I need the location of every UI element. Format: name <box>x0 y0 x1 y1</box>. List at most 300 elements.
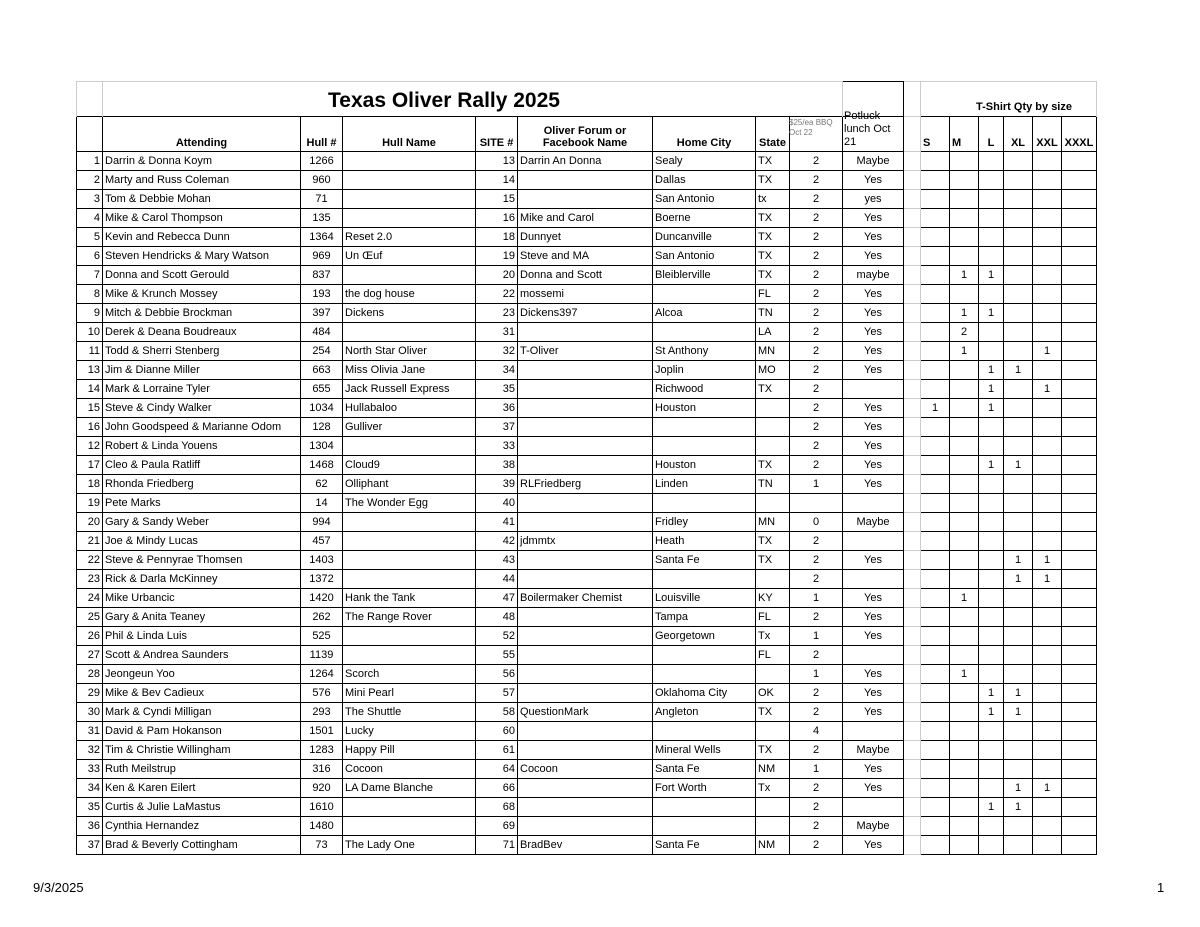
hull-name: Un Œuf <box>343 247 476 266</box>
size-s <box>921 475 950 494</box>
size-xxl <box>1033 817 1062 836</box>
size-s <box>921 570 950 589</box>
potluck-response <box>843 570 904 589</box>
hull-number: 1264 <box>301 665 343 684</box>
size-xxl <box>1033 361 1062 380</box>
spacer-cell <box>904 760 921 779</box>
forum-name <box>518 380 653 399</box>
size-s <box>921 741 950 760</box>
size-xxxl <box>1062 608 1097 627</box>
state: FL <box>756 608 790 627</box>
state: TX <box>756 209 790 228</box>
size-xxxl <box>1062 475 1097 494</box>
attending-name: Cleo & Paula Ratliff <box>103 456 301 475</box>
size-xxxl <box>1062 513 1097 532</box>
forum-name: Dunnyet <box>518 228 653 247</box>
attending-name: Brad & Beverly Cottingham <box>103 836 301 855</box>
site-number: 41 <box>476 513 518 532</box>
table-row <box>77 608 1097 627</box>
hull-number: 254 <box>301 342 343 361</box>
site-number: 31 <box>476 323 518 342</box>
size-l <box>979 494 1004 513</box>
size-xl <box>1004 152 1033 171</box>
hull-name: The Range Rover <box>343 608 476 627</box>
size-xxxl <box>1062 703 1097 722</box>
row-number: 25 <box>77 608 103 627</box>
hull-number: 1283 <box>301 741 343 760</box>
spacer-cell <box>904 494 921 513</box>
table-row <box>77 703 1097 722</box>
footer-page-number: 1 <box>1157 880 1165 895</box>
size-xxxl <box>1062 361 1097 380</box>
bbq-count: 2 <box>790 437 843 456</box>
attending-name: Steven Hendricks & Mary Watson <box>103 247 301 266</box>
attending-name: Gary & Sandy Weber <box>103 513 301 532</box>
size-s <box>921 247 950 266</box>
size-xl <box>1004 817 1033 836</box>
spacer-cell <box>904 437 921 456</box>
row-number: 13 <box>77 361 103 380</box>
sheet-title: Texas Oliver Rally 2025 <box>328 89 560 112</box>
size-m <box>950 722 979 741</box>
potluck-response: Yes <box>843 836 904 855</box>
home-city: Angleton <box>653 703 756 722</box>
state: TX <box>756 152 790 171</box>
size-l: 1 <box>979 684 1004 703</box>
table-row <box>77 323 1097 342</box>
table-row <box>77 589 1097 608</box>
hull-number: 1610 <box>301 798 343 817</box>
hull-name: Lucky <box>343 722 476 741</box>
spacer-cell <box>904 589 921 608</box>
row-number: 33 <box>77 760 103 779</box>
hull-number: 655 <box>301 380 343 399</box>
spacer-cell <box>904 722 921 741</box>
row-number: 6 <box>77 247 103 266</box>
spacer-cell <box>904 304 921 323</box>
size-xl <box>1004 494 1033 513</box>
home-city <box>653 494 756 513</box>
table-row <box>77 304 1097 323</box>
potluck-response: Yes <box>843 323 904 342</box>
hull-name <box>343 646 476 665</box>
home-city: Santa Fe <box>653 836 756 855</box>
table-row <box>77 399 1097 418</box>
size-xl <box>1004 171 1033 190</box>
potluck-response: Yes <box>843 342 904 361</box>
state <box>756 798 790 817</box>
state: TN <box>756 304 790 323</box>
hull-name <box>343 551 476 570</box>
row-number: 9 <box>77 304 103 323</box>
hull-name: LA Dame Blanche <box>343 779 476 798</box>
potluck-response <box>843 646 904 665</box>
potluck-response: yes <box>843 190 904 209</box>
size-xxl <box>1033 703 1062 722</box>
potluck-response: Yes <box>843 703 904 722</box>
size-xxxl <box>1062 551 1097 570</box>
size-l: 1 <box>979 361 1004 380</box>
size-m <box>950 456 979 475</box>
size-xxl <box>1033 418 1062 437</box>
potluck-response: Maybe <box>843 817 904 836</box>
size-m <box>950 627 979 646</box>
size-s <box>921 190 950 209</box>
state <box>756 494 790 513</box>
forum-name <box>518 399 653 418</box>
table-row <box>77 627 1097 646</box>
size-xxl <box>1033 190 1062 209</box>
potluck-response <box>843 722 904 741</box>
potluck-response: Yes <box>843 608 904 627</box>
hull-number: 1501 <box>301 722 343 741</box>
bbq-count: 2 <box>790 741 843 760</box>
size-xxxl <box>1062 152 1097 171</box>
potluck-response: Yes <box>843 285 904 304</box>
hull-number: 193 <box>301 285 343 304</box>
site-number: 47 <box>476 589 518 608</box>
bbq-count: 2 <box>790 380 843 399</box>
site-number: 60 <box>476 722 518 741</box>
size-xxxl <box>1062 570 1097 589</box>
attending-name: Rick & Darla McKinney <box>103 570 301 589</box>
row-number: 17 <box>77 456 103 475</box>
size-l <box>979 513 1004 532</box>
size-xxxl <box>1062 418 1097 437</box>
size-xxxl <box>1062 836 1097 855</box>
forum-name: Darrin An Donna <box>518 152 653 171</box>
tshirt-header: T-Shirt Qty by size <box>976 101 1072 113</box>
state: TX <box>756 456 790 475</box>
row-number: 35 <box>77 798 103 817</box>
state: FL <box>756 646 790 665</box>
table-row <box>77 798 1097 817</box>
hull-number: 14 <box>301 494 343 513</box>
bbq-count: 2 <box>790 304 843 323</box>
size-s <box>921 494 950 513</box>
site-number: 61 <box>476 741 518 760</box>
state: MN <box>756 342 790 361</box>
hull-name <box>343 570 476 589</box>
home-city: Bleiblerville <box>653 266 756 285</box>
size-l <box>979 418 1004 437</box>
spacer-cell <box>904 836 921 855</box>
size-xxl <box>1033 684 1062 703</box>
size-xl <box>1004 608 1033 627</box>
home-city: Boerne <box>653 209 756 228</box>
size-xl <box>1004 266 1033 285</box>
bbq-count <box>790 494 843 513</box>
state: TX <box>756 228 790 247</box>
header-row <box>77 117 1097 152</box>
home-city: Georgetown <box>653 627 756 646</box>
hull-name: Olliphant <box>343 475 476 494</box>
spacer-cell <box>904 342 921 361</box>
size-xl: 1 <box>1004 551 1033 570</box>
size-s <box>921 665 950 684</box>
site-number: 48 <box>476 608 518 627</box>
bbq-count: 0 <box>790 513 843 532</box>
size-xxl <box>1033 722 1062 741</box>
state: NM <box>756 760 790 779</box>
size-xxxl <box>1062 722 1097 741</box>
size-m <box>950 190 979 209</box>
size-xxxl <box>1062 627 1097 646</box>
size-l <box>979 247 1004 266</box>
forum-name: Donna and Scott <box>518 266 653 285</box>
size-xxxl <box>1062 741 1097 760</box>
potluck-response: Yes <box>843 475 904 494</box>
attending-name: Mike & Bev Cadieux <box>103 684 301 703</box>
home-city <box>653 437 756 456</box>
size-s <box>921 323 950 342</box>
size-xl <box>1004 342 1033 361</box>
col-home-city: Home City <box>653 117 756 152</box>
hull-name <box>343 152 476 171</box>
hull-number: 457 <box>301 532 343 551</box>
state: TX <box>756 551 790 570</box>
forum-name <box>518 171 653 190</box>
size-s <box>921 798 950 817</box>
hull-name: Hank the Tank <box>343 589 476 608</box>
size-xxl <box>1033 399 1062 418</box>
size-xxxl <box>1062 399 1097 418</box>
col-state: State <box>756 117 790 152</box>
bbq-count: 2 <box>790 608 843 627</box>
bbq-count: 2 <box>790 190 843 209</box>
size-l <box>979 532 1004 551</box>
hull-number: 1480 <box>301 817 343 836</box>
home-city <box>653 646 756 665</box>
size-xxxl <box>1062 665 1097 684</box>
size-xxxl <box>1062 760 1097 779</box>
state: TX <box>756 532 790 551</box>
size-l <box>979 551 1004 570</box>
hull-number: 1372 <box>301 570 343 589</box>
size-xxxl <box>1062 589 1097 608</box>
bbq-count: 2 <box>790 285 843 304</box>
site-number: 38 <box>476 456 518 475</box>
spacer-cell <box>904 418 921 437</box>
bbq-count: 2 <box>790 551 843 570</box>
attending-name: Pete Marks <box>103 494 301 513</box>
size-xxxl <box>1062 779 1097 798</box>
state: Tx <box>756 779 790 798</box>
site-number: 36 <box>476 399 518 418</box>
hull-name: Reset 2.0 <box>343 228 476 247</box>
row-number: 24 <box>77 589 103 608</box>
size-xl <box>1004 741 1033 760</box>
home-city <box>653 722 756 741</box>
potluck-response: Yes <box>843 779 904 798</box>
table-row <box>77 380 1097 399</box>
spacer-cell <box>904 361 921 380</box>
site-number: 71 <box>476 836 518 855</box>
state <box>756 418 790 437</box>
forum-name <box>518 570 653 589</box>
size-l <box>979 779 1004 798</box>
size-l: 1 <box>979 703 1004 722</box>
site-number: 14 <box>476 171 518 190</box>
row-number: 26 <box>77 627 103 646</box>
hull-number: 1420 <box>301 589 343 608</box>
size-l <box>979 475 1004 494</box>
size-xl <box>1004 228 1033 247</box>
potluck-response: Yes <box>843 399 904 418</box>
attending-name: Mike & Krunch Mossey <box>103 285 301 304</box>
forum-name <box>518 779 653 798</box>
size-m <box>950 551 979 570</box>
col-size-l: L <box>979 117 1004 152</box>
spacer-cell <box>904 646 921 665</box>
size-s <box>921 437 950 456</box>
col-bbq: $25/ea BBQ Oct 22 <box>789 118 833 137</box>
hull-number: 1266 <box>301 152 343 171</box>
home-city: Fort Worth <box>653 779 756 798</box>
home-city: Alcoa <box>653 304 756 323</box>
spacer-cell <box>904 456 921 475</box>
spacer-cell <box>904 380 921 399</box>
hull-name: Miss Olivia Jane <box>343 361 476 380</box>
col-forum-name: Oliver Forum or Facebook Name <box>518 117 653 152</box>
col-size-xl: XL <box>1004 117 1033 152</box>
size-xl <box>1004 589 1033 608</box>
col-size-xxxl: XXXL <box>1062 117 1097 152</box>
hull-number: 576 <box>301 684 343 703</box>
state: TX <box>756 266 790 285</box>
size-m <box>950 779 979 798</box>
bbq-count: 2 <box>790 399 843 418</box>
bbq-count: 2 <box>790 342 843 361</box>
bbq-count: 2 <box>790 171 843 190</box>
col-size-m: M <box>950 117 979 152</box>
site-number: 34 <box>476 361 518 380</box>
size-xl: 1 <box>1004 456 1033 475</box>
site-number: 69 <box>476 817 518 836</box>
home-city <box>653 817 756 836</box>
bbq-count: 2 <box>790 228 843 247</box>
bbq-count: 2 <box>790 684 843 703</box>
hull-number: 135 <box>301 209 343 228</box>
attending-name: Curtis & Julie LaMastus <box>103 798 301 817</box>
potluck-response <box>843 494 904 513</box>
row-number: 20 <box>77 513 103 532</box>
attending-name: Mark & Lorraine Tyler <box>103 380 301 399</box>
site-number: 52 <box>476 627 518 646</box>
size-s <box>921 513 950 532</box>
spacer-cell <box>904 323 921 342</box>
table-row <box>77 171 1097 190</box>
size-l <box>979 722 1004 741</box>
size-xxl <box>1033 627 1062 646</box>
site-number: 19 <box>476 247 518 266</box>
hull-name: The Lady One <box>343 836 476 855</box>
home-city: San Antonio <box>653 247 756 266</box>
size-xxl <box>1033 323 1062 342</box>
table-row <box>77 190 1097 209</box>
table-row <box>77 665 1097 684</box>
bbq-count: 1 <box>790 760 843 779</box>
state: TX <box>756 703 790 722</box>
size-s <box>921 266 950 285</box>
home-city <box>653 418 756 437</box>
home-city: Santa Fe <box>653 551 756 570</box>
site-number: 57 <box>476 684 518 703</box>
attending-name: Joe & Mindy Lucas <box>103 532 301 551</box>
hull-number: 837 <box>301 266 343 285</box>
size-xl <box>1004 646 1033 665</box>
size-s <box>921 171 950 190</box>
size-xxl <box>1033 760 1062 779</box>
size-m <box>950 437 979 456</box>
hull-name <box>343 171 476 190</box>
attending-name: Derek & Deana Boudreaux <box>103 323 301 342</box>
row-number: 34 <box>77 779 103 798</box>
site-number: 44 <box>476 570 518 589</box>
home-city: Tampa <box>653 608 756 627</box>
hull-name: Mini Pearl <box>343 684 476 703</box>
bbq-count: 2 <box>790 570 843 589</box>
row-number: 12 <box>77 437 103 456</box>
size-xl: 1 <box>1004 798 1033 817</box>
size-xxl <box>1033 152 1062 171</box>
home-city: Mineral Wells <box>653 741 756 760</box>
home-city: Sealy <box>653 152 756 171</box>
potluck-response: Yes <box>843 760 904 779</box>
row-number: 21 <box>77 532 103 551</box>
table-row <box>77 551 1097 570</box>
size-m <box>950 418 979 437</box>
size-xl <box>1004 418 1033 437</box>
hull-number: 262 <box>301 608 343 627</box>
size-l <box>979 228 1004 247</box>
state: Tx <box>756 627 790 646</box>
forum-name: jdmmtx <box>518 532 653 551</box>
spacer-cell <box>904 152 921 171</box>
forum-name <box>518 722 653 741</box>
state <box>756 570 790 589</box>
size-m <box>950 285 979 304</box>
spacer-cell <box>904 266 921 285</box>
hull-name: Hullabaloo <box>343 399 476 418</box>
size-m: 1 <box>950 304 979 323</box>
size-xxl <box>1033 437 1062 456</box>
size-s <box>921 418 950 437</box>
attending-name: Donna and Scott Gerould <box>103 266 301 285</box>
size-m: 1 <box>950 665 979 684</box>
size-l <box>979 209 1004 228</box>
attending-name: Jim & Dianne Miller <box>103 361 301 380</box>
attending-name: Ruth Meilstrup <box>103 760 301 779</box>
forum-name <box>518 323 653 342</box>
size-s <box>921 285 950 304</box>
size-m <box>950 608 979 627</box>
site-number: 22 <box>476 285 518 304</box>
size-xxl <box>1033 228 1062 247</box>
forum-name: mossemi <box>518 285 653 304</box>
attending-name: Steve & Cindy Walker <box>103 399 301 418</box>
site-number: 23 <box>476 304 518 323</box>
size-xxxl <box>1062 228 1097 247</box>
hull-number: 73 <box>301 836 343 855</box>
hull-name <box>343 266 476 285</box>
potluck-response <box>843 532 904 551</box>
home-city <box>653 323 756 342</box>
hull-name <box>343 190 476 209</box>
hull-name <box>343 209 476 228</box>
size-l <box>979 741 1004 760</box>
site-number: 64 <box>476 760 518 779</box>
